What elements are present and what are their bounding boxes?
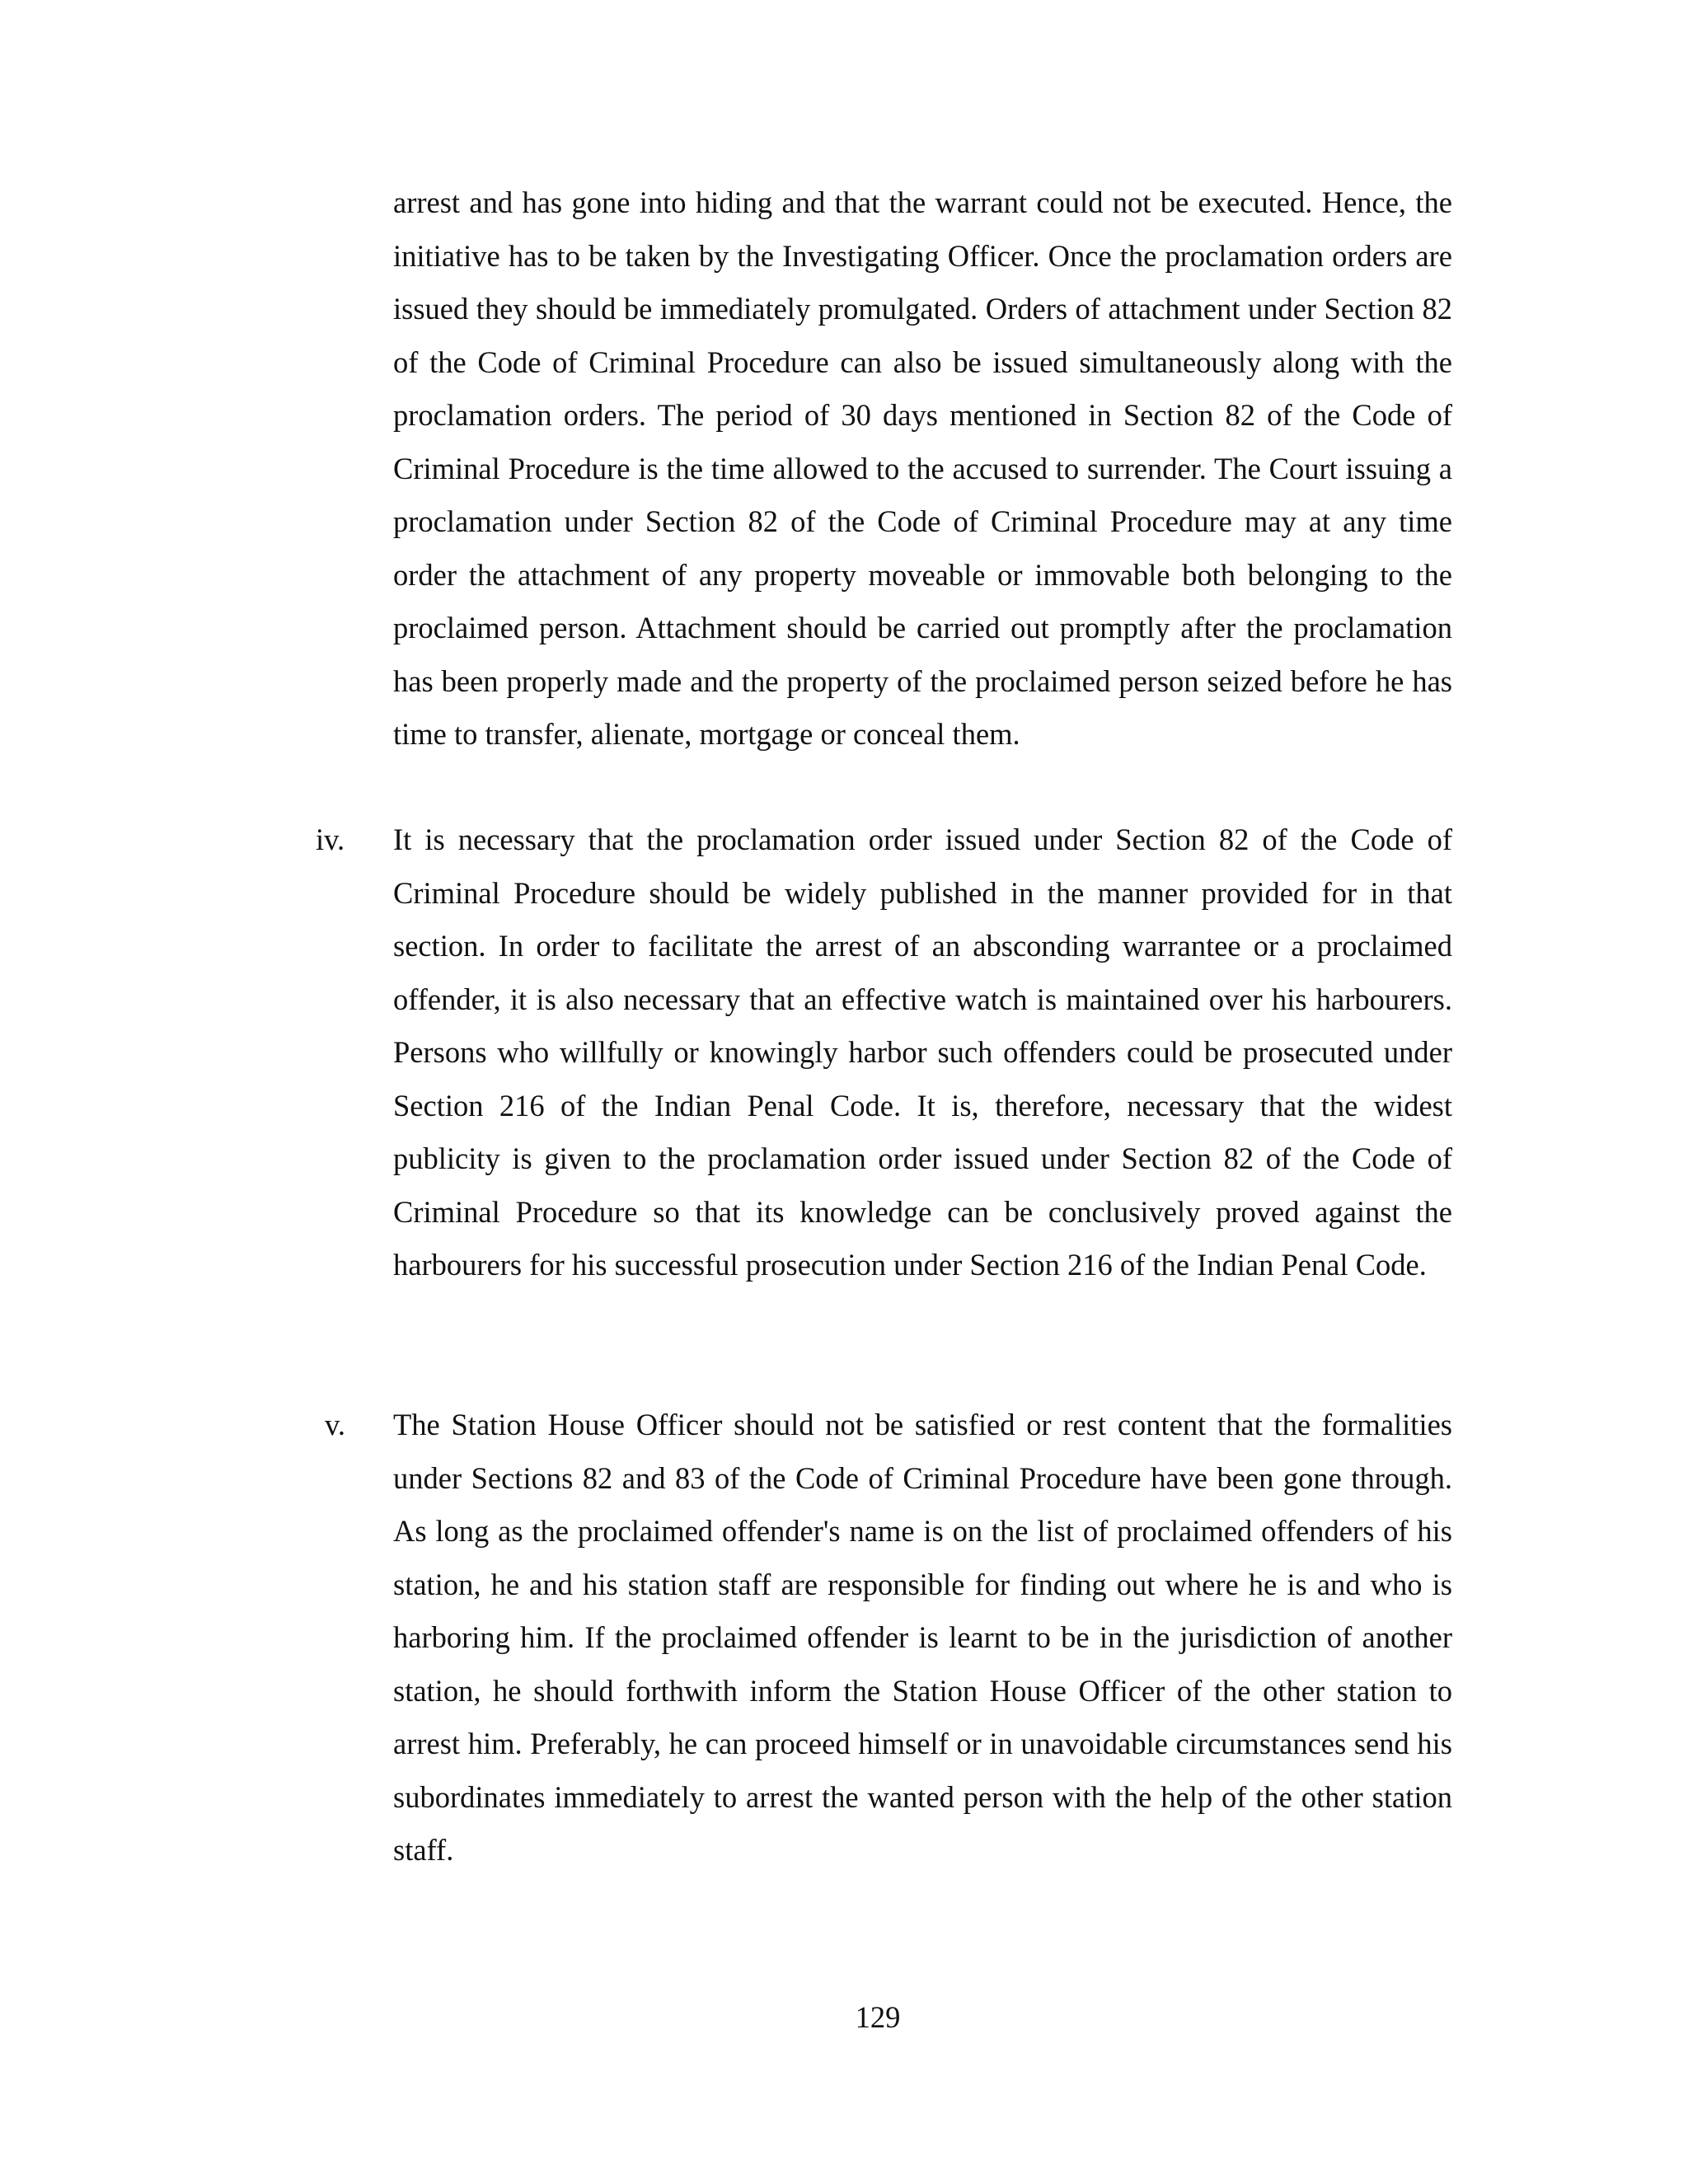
paragraph-continuation: arrest and has gone into hiding and that the warrant could not be executed. Hence, the initiative has to be taken by the Investigating Officer. Once the proclamation orders are issued they should be immediately promulgated. Orders of attachment under Section 82 of the Code of Criminal Procedure can also be issued simultaneously along with the proclamation orders. The period of 30 days mentioned in Section 82 of the Code of Criminal Procedure is the time allowed to the accused to surrender. The Court issuing a proclamation under Section 82 of the Code of Criminal Procedure may at any time order the attachment of any property moveable or immovable both belonging to the proclaimed person. Attachment should be carried out promptly after the proclamation has been properly made and the property of the proclaimed person seized before he has time to transfer, alienate, mortgage or conceal them. xyxy=(393,185,1452,751)
paragraph-v: The Station House Officer should not be satisfied or rest content that the formalities under Sections 82 and 83 of the Code of Criminal Procedure have been gone through. As long as the proclaimed offender's name is on the list of proclaimed offenders of his station, he and his station staff are responsible for finding out where he is and who is harboring him. If the proclaimed offender is learnt to be in the jurisdiction of another station, he should forthwith inform the Station House Officer of the other station to arrest him. Preferably, he can proceed himself or in unavoidable circumstances send his subordinates immediately to arrest the wanted person with the help of the other station staff. xyxy=(393,1408,1452,1867)
paragraph-iv: It is necessary that the proclamation order issued under Section 82 of the Code of Criminal Procedure should be widely published in the manner provided for in that section. In order to facilitate the arrest of an absconding warrantee or a proclaimed offender, it is also necessary that an effective watch is maintained over his harbourers. Persons who willfully or knowingly harbor such offenders could be prosecuted under Section 216 of the Indian Penal Code. It is, therefore, necessary that the widest publicity is given to the proclamation order issued under Section 82 of the Code of Criminal Procedure so that its knowledge can be conclusively proved against the harbourers for his successful prosecution under Section 216 of the Indian Penal Code. xyxy=(393,823,1452,1282)
list-number-v: v. xyxy=(325,1408,346,1441)
page-number: 129 xyxy=(855,2000,901,2034)
list-number-iv: iv. xyxy=(316,823,345,856)
